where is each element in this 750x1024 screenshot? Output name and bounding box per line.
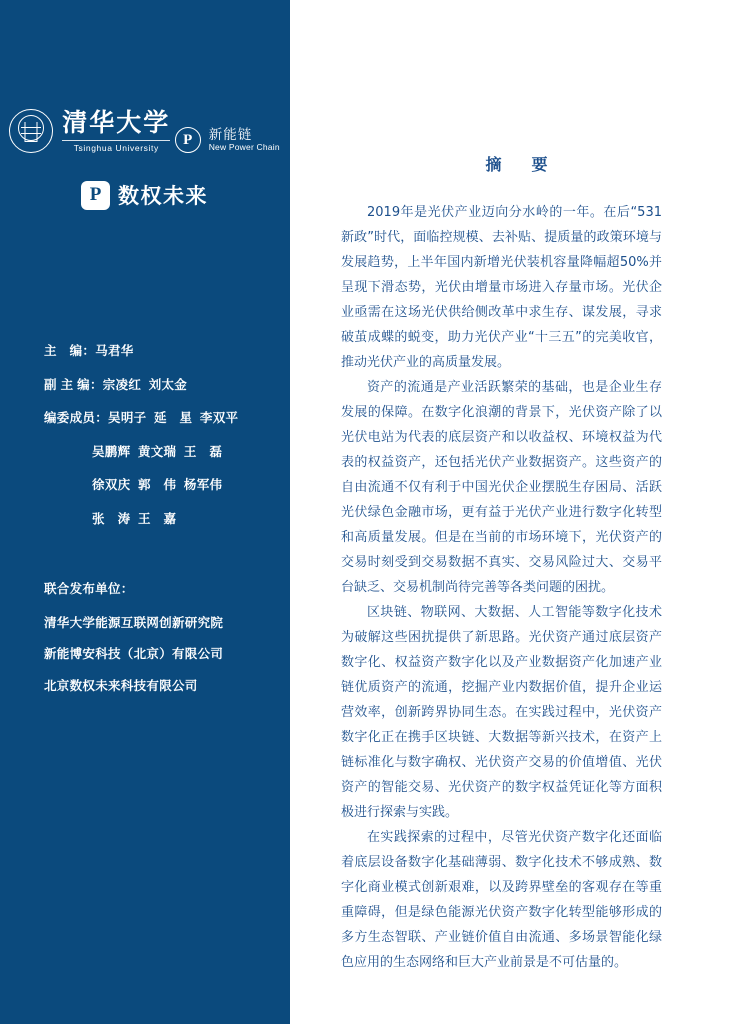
credit-row bbox=[44, 345, 274, 358]
credit-row bbox=[44, 513, 274, 526]
seal-bar-icon bbox=[21, 127, 41, 128]
credit-row bbox=[44, 412, 274, 425]
page-title: 摘 要 bbox=[485, 155, 555, 174]
tsinghua-name-en: Tsinghua University bbox=[62, 140, 170, 153]
tsinghua-name-cn: 清华大学 bbox=[62, 107, 171, 137]
new-power-chain-logo bbox=[175, 127, 280, 153]
sqwl-name-cn: 数权未来 bbox=[118, 184, 208, 208]
publisher-item: 清华大学能源互联网创新研究院 bbox=[44, 615, 224, 630]
editorial-credits bbox=[44, 345, 274, 546]
npc-name-cn: 新能链 bbox=[208, 127, 253, 143]
abstract-paragraph: 资产的流通是产业活跃繁荣的基础，也是企业生存发展的保障。在数字化浪潮的背景下，光伏资产除了以光伏电站为代表的底层资产和以收益权、环境权益为代表的权益资产，还包括光伏产业数据资产。这些资产的自由流通不仅有利于中国光伏企业摆脱生存困局、活跃光伏绿色金融市场，更有益于光伏产业进行数字化转型和高质量发展。但是在当前的市场环境下，光伏资产的交易时刻受到交易数据不真实、交易风险过大、交易平台缺乏、交易机制尚待完善等各类问题的困扰。 bbox=[341, 380, 662, 595]
abstract-panel bbox=[290, 0, 750, 1024]
credit-value: 张 涛 王 嘉 bbox=[92, 511, 177, 526]
credit-label: 编委成员： bbox=[44, 411, 109, 425]
shuquanweilai-logo bbox=[81, 180, 208, 210]
credit-value: 吴鹏辉 黄文瑞 王 磊 bbox=[92, 444, 223, 459]
publisher-item: 新能博安科技（北京）有限公司 bbox=[44, 647, 224, 661]
credit-value: 徐双庆 郭 伟 杨军伟 bbox=[92, 478, 223, 492]
new-power-chain-mark-icon bbox=[175, 127, 201, 153]
credit-label: 主 编： bbox=[44, 344, 96, 358]
credit-row bbox=[44, 446, 274, 459]
publisher-item: 北京数权未来科技有限公司 bbox=[44, 678, 198, 693]
publishers-title: 联合发布单位： bbox=[44, 582, 134, 596]
logo-stack bbox=[0, 100, 289, 215]
tsinghua-university-logo bbox=[9, 109, 170, 153]
abstract-body bbox=[341, 200, 662, 975]
shuquanweilai-mark-icon bbox=[81, 181, 110, 210]
credit-row bbox=[44, 379, 274, 392]
credit-row bbox=[44, 479, 274, 492]
new-power-chain-wordmark bbox=[209, 127, 280, 152]
abstract-paragraph: 区块链、物联网、大数据、人工智能等数字化技术为破解这些困扰提供了新思路。光伏资产通过底层资产数字化、权益资产数字化以及产业数据资产化加速产业链优质资产的流通，挖掘产业内数据价值，提升企业运营效率，创新跨界协同生态。在实践过程中，光伏资产数字化正在携手区块链、大数据等新兴技术，在资产上链标准化与数字确权、光伏资产交易的价值增值、光伏资产的智能交易、光伏资产的数字权益凭证化等方面积极进行探索与实践。 bbox=[341, 605, 662, 820]
seal-bar-icon bbox=[21, 133, 41, 134]
publishers-block bbox=[44, 583, 284, 711]
credit-value: 吴明子 延 星 李双平 bbox=[108, 411, 239, 425]
abstract-paragraph: 2019年是光伏产业迈向分水岭的一年。在后“531新政”时代，面临控规模、去补贴、提质量的政策环境与发展趋势，上半年国内新增光伏装机容量降幅超50%并呈现下滑态势，光伏由增量市场进入存量市场。光伏企业亟需在这场光伏供给侧改革中求生存、谋发展，寻求破茧成蝶的蜕变，助力光伏产业“十三五”的完美收官，推动光伏产业的高质量发展。 bbox=[341, 205, 662, 370]
sqwl-mark-letter: P bbox=[89, 184, 102, 205]
npc-name-en: New Power Chain bbox=[208, 141, 280, 152]
cover-left-panel bbox=[0, 0, 289, 1024]
tsinghua-seal-icon bbox=[9, 109, 53, 153]
credit-value: 马君华 bbox=[95, 344, 134, 358]
credit-label: 副 主 编： bbox=[44, 377, 103, 392]
tsinghua-wordmark bbox=[62, 107, 171, 153]
npc-mark-letter: P bbox=[183, 131, 193, 148]
abstract-paragraph: 在实践探索的过程中，尽管光伏资产数字化还面临着底层设备数字化基础薄弱、数字化技术不够成熟、数字化商业模式创新艰难，以及跨界壁垒的客观存在等重重障碍，但是绿色能源光伏资产数字化转型能够形成的多方生态智联、产业链价值自由流通、多场景智能化绿色应用的生态网络和巨大产业前景是不可估量的。 bbox=[341, 830, 662, 970]
credit-value: 宗凌红 刘太金 bbox=[102, 377, 188, 392]
